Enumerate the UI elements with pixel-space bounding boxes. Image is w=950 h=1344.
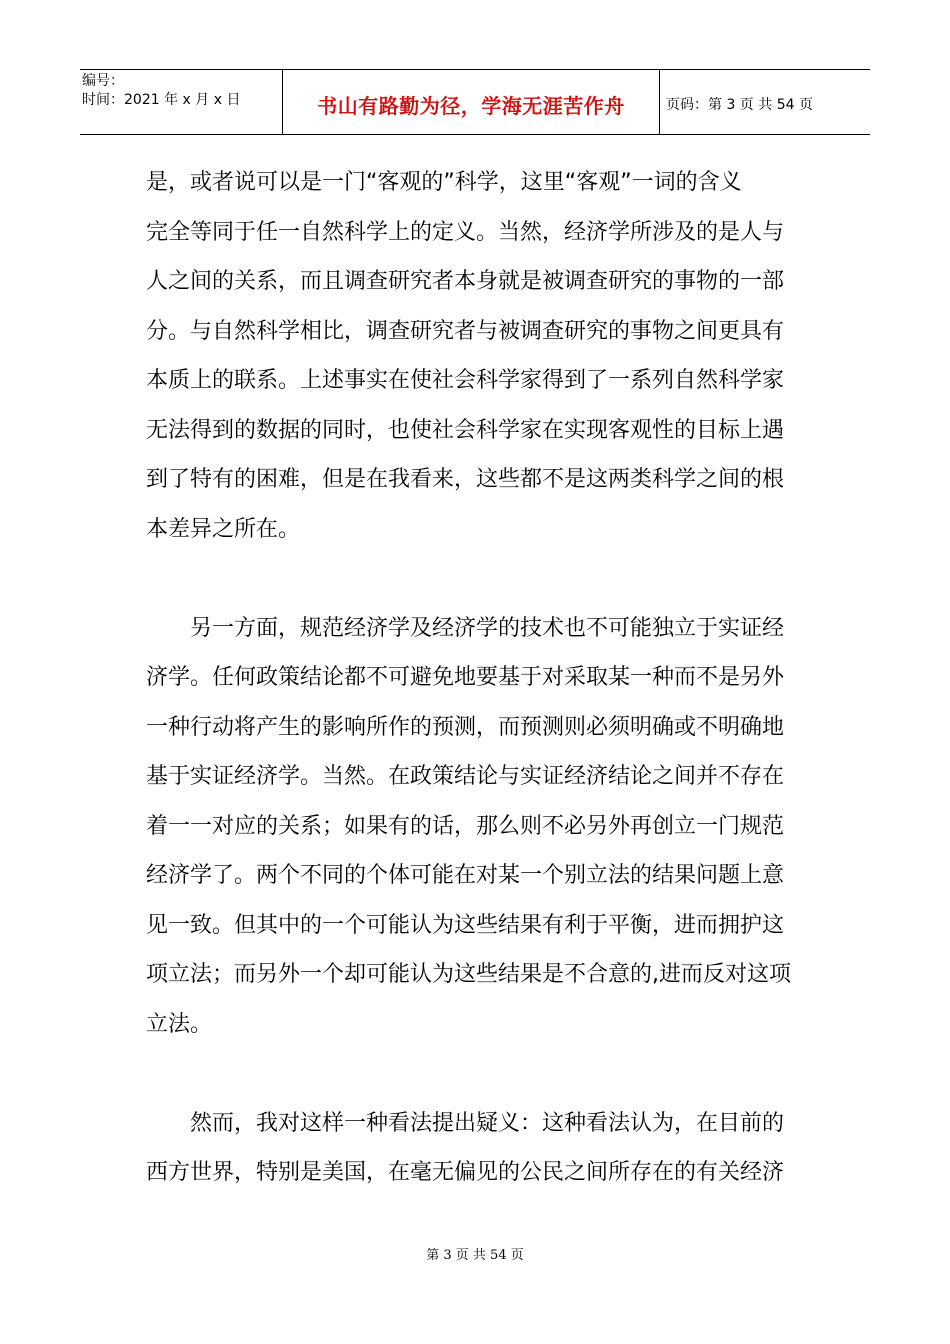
header-number-label: 编号： [82,73,124,89]
paragraph-2 [146,604,806,1050]
paragraph-gap [146,554,806,604]
paragraph-gap [146,1049,806,1099]
document-header [80,69,870,135]
text-line: 分。与自然科学相比，调查研究者与被调查研究的事物之间更具有 [146,318,785,344]
text-line: 立法。 [146,1011,213,1037]
text-line: 是，或者说可以是一门“客观的”科学，这里“客观”一词的含义 [146,170,742,195]
text-line: 经济学了。两个不同的个体可能在对某一个别立法的结果问题上意 [146,863,785,888]
text-line: 一种行动将产生的影响所作的预测，而预测则必须明确或不明确地 [146,714,785,740]
text-line: 然而，我对这样一种看法提出疑义：这种看法认为，在目前的 [190,1110,785,1136]
document-body [146,158,806,1198]
text-line: 西方世界，特别是美国，在毫无偏见的公民之间所存在的有关经济 [146,1160,785,1185]
footer-page-number: 第 3 页 共 54 页 [426,1248,524,1263]
page-footer [0,1244,950,1263]
text-line: 项立法；而另外一个却可能认为这些结果是不合意的,进而反对这项 [146,962,791,987]
text-line: 完全等同于任一自然科学上的定义。当然，经济学所涉及的是人与 [146,219,785,245]
text-line: 本质上的联系。上述事实在使社会科学家得到了一系列自然科学家 [146,368,785,393]
text-line: 到了特有的困难，但是在我看来，这些都不是这两类科学之间的根 [146,467,785,492]
text-line: 着一一对应的关系；如果有的话，那么则不必另外再创立一门规范 [146,813,785,839]
text-line: 另一方面，规范经济学及经济学的技术也不可能独立于实证经 [190,615,785,641]
text-line: 人之间的关系，而且调查研究者本身就是被调查研究的事物的一部 [146,269,785,294]
header-motto-cell [282,70,660,134]
paragraph-1 [146,158,806,554]
text-line: 无法得到的数据的同时，也使社会科学家在实现客观性的目标上遇 [146,417,785,443]
header-meta [80,70,282,134]
header-motto: 书山有路勤为径，学海无涯苦作舟 [317,93,625,118]
text-line: 济学。任何政策结论都不可避免地要基于对采取某一种而不是另外 [146,665,785,690]
header-page-cell [660,70,870,134]
text-line: 本差异之所在。 [146,516,301,542]
header-time-label: 时间：2021 年 x 月 x 日 [82,92,241,108]
header-page-info: 页码：第 3 页 共 54 页 [666,97,813,113]
text-line: 基于实证经济学。当然。在政策结论与实证经济结论之间并不存在 [146,764,785,789]
paragraph-3 [146,1099,806,1198]
text-line: 见一致。但其中的一个可能认为这些结果有利于平衡，进而拥护这 [146,912,785,938]
